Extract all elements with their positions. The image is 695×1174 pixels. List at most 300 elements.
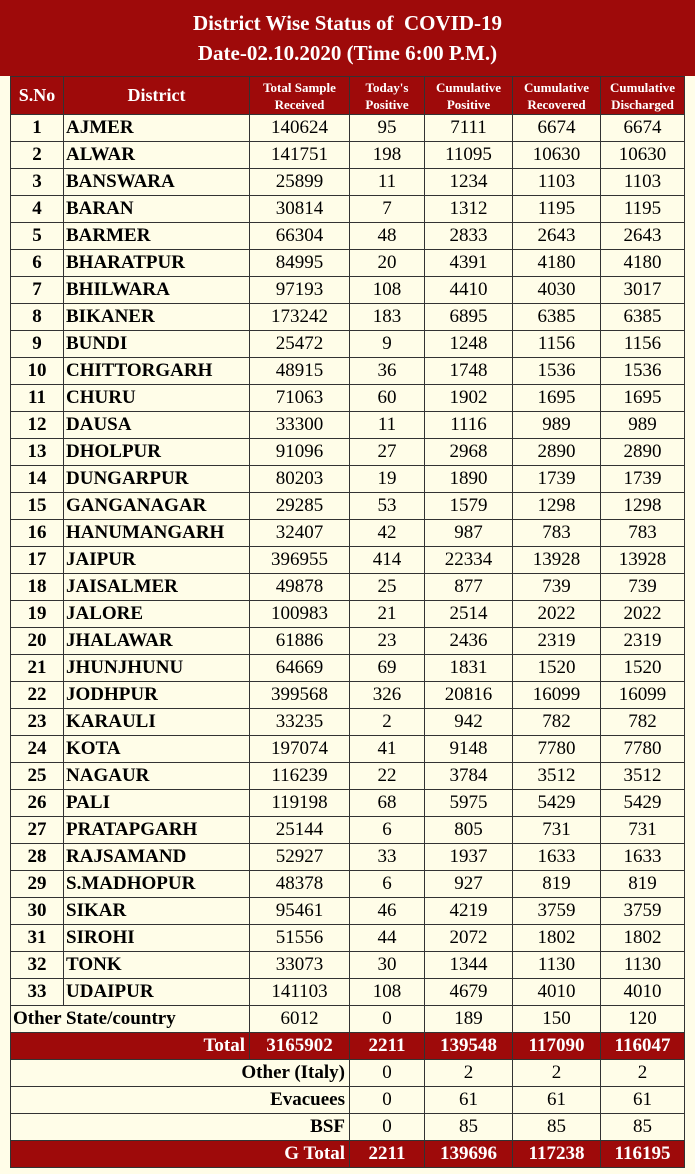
row-cumulative-recovered: 2643 (513, 223, 601, 250)
table-row (11, 898, 685, 925)
row-sno: 27 (11, 817, 64, 844)
table-row (11, 142, 685, 169)
row-todays-positive: 11 (350, 412, 425, 439)
row-cumulative-positive: 4679 (425, 979, 513, 1006)
row-cumulative-discharged: 739 (601, 574, 685, 601)
extra-today: 0 (350, 1114, 425, 1141)
row-cumulative-positive: 1831 (425, 655, 513, 682)
extra-row (11, 1114, 685, 1141)
grand-total-today: 2211 (350, 1141, 425, 1168)
grand-total-row (11, 1141, 685, 1168)
table-row (11, 385, 685, 412)
row-cumulative-recovered: 1156 (513, 331, 601, 358)
row-todays-positive: 25 (350, 574, 425, 601)
report-title-line1: District Wise Status of COVID-19 (193, 11, 502, 35)
row-todays-positive: 23 (350, 628, 425, 655)
row-district: TONK (64, 952, 250, 979)
row-total-sample: 399568 (250, 682, 350, 709)
extra-recovered: 85 (513, 1114, 601, 1141)
table-header-row (11, 77, 685, 115)
row-total-sample: 100983 (250, 601, 350, 628)
row-sno: 26 (11, 790, 64, 817)
header-cumulative-recovered: Cumulative Recovered (513, 77, 601, 115)
row-sno: 6 (11, 250, 64, 277)
row-district: BHILWARA (64, 277, 250, 304)
row-cumulative-recovered: 1633 (513, 844, 601, 871)
table-row (11, 439, 685, 466)
row-total-sample: 25472 (250, 331, 350, 358)
row-sno: 12 (11, 412, 64, 439)
extra-positive: 85 (425, 1114, 513, 1141)
row-cumulative-positive: 1234 (425, 169, 513, 196)
row-district: BHARATPUR (64, 250, 250, 277)
row-todays-positive: 60 (350, 385, 425, 412)
other-state-positive: 189 (425, 1006, 513, 1033)
row-total-sample: 64669 (250, 655, 350, 682)
row-cumulative-discharged: 1695 (601, 385, 685, 412)
row-district: GANGANAGAR (64, 493, 250, 520)
row-cumulative-discharged: 16099 (601, 682, 685, 709)
row-cumulative-recovered: 4010 (513, 979, 601, 1006)
extra-label: Other (Italy) (11, 1060, 350, 1087)
header-sno: S.No (11, 77, 64, 115)
row-cumulative-recovered: 819 (513, 871, 601, 898)
row-sno: 17 (11, 547, 64, 574)
row-cumulative-positive: 1116 (425, 412, 513, 439)
row-district: JHALAWAR (64, 628, 250, 655)
table-row (11, 871, 685, 898)
row-cumulative-recovered: 5429 (513, 790, 601, 817)
row-district: PALI (64, 790, 250, 817)
row-sno: 1 (11, 115, 64, 142)
row-sno: 4 (11, 196, 64, 223)
row-cumulative-positive: 1902 (425, 385, 513, 412)
row-district: JAIPUR (64, 547, 250, 574)
row-cumulative-recovered: 1103 (513, 169, 601, 196)
row-todays-positive: 68 (350, 790, 425, 817)
row-total-sample: 80203 (250, 466, 350, 493)
row-cumulative-positive: 877 (425, 574, 513, 601)
table-row (11, 925, 685, 952)
other-state-today: 0 (350, 1006, 425, 1033)
row-sno: 18 (11, 574, 64, 601)
row-cumulative-discharged: 989 (601, 412, 685, 439)
row-cumulative-positive: 9148 (425, 736, 513, 763)
row-todays-positive: 6 (350, 871, 425, 898)
row-sno: 7 (11, 277, 64, 304)
row-cumulative-discharged: 4180 (601, 250, 685, 277)
row-todays-positive: 183 (350, 304, 425, 331)
row-sno: 24 (11, 736, 64, 763)
row-cumulative-positive: 942 (425, 709, 513, 736)
header-todays-positive: Today's Positive (350, 77, 425, 115)
row-cumulative-discharged: 13928 (601, 547, 685, 574)
row-total-sample: 173242 (250, 304, 350, 331)
header-cumulative-discharged: Cumulative Discharged (601, 77, 685, 115)
row-total-sample: 197074 (250, 736, 350, 763)
row-district: SIKAR (64, 898, 250, 925)
row-sno: 22 (11, 682, 64, 709)
row-total-sample: 33300 (250, 412, 350, 439)
row-cumulative-positive: 1579 (425, 493, 513, 520)
table-row (11, 520, 685, 547)
extra-row (11, 1087, 685, 1114)
row-todays-positive: 36 (350, 358, 425, 385)
table-row (11, 466, 685, 493)
other-state-label: Other State/country (11, 1006, 250, 1033)
row-cumulative-recovered: 1130 (513, 952, 601, 979)
row-district: JHUNJHUNU (64, 655, 250, 682)
extra-recovered: 61 (513, 1087, 601, 1114)
row-sno: 28 (11, 844, 64, 871)
row-cumulative-recovered: 989 (513, 412, 601, 439)
table-row (11, 763, 685, 790)
row-district: SIROHI (64, 925, 250, 952)
table-row (11, 574, 685, 601)
row-sno: 19 (11, 601, 64, 628)
row-todays-positive: 69 (350, 655, 425, 682)
row-todays-positive: 30 (350, 952, 425, 979)
row-cumulative-discharged: 6385 (601, 304, 685, 331)
table-row (11, 952, 685, 979)
row-cumulative-positive: 1312 (425, 196, 513, 223)
row-cumulative-recovered: 1520 (513, 655, 601, 682)
row-cumulative-discharged: 7780 (601, 736, 685, 763)
row-sno: 21 (11, 655, 64, 682)
row-cumulative-recovered: 2890 (513, 439, 601, 466)
row-cumulative-recovered: 1536 (513, 358, 601, 385)
row-cumulative-discharged: 1739 (601, 466, 685, 493)
row-cumulative-positive: 20816 (425, 682, 513, 709)
row-cumulative-recovered: 3512 (513, 763, 601, 790)
row-sno: 30 (11, 898, 64, 925)
row-todays-positive: 19 (350, 466, 425, 493)
row-cumulative-discharged: 782 (601, 709, 685, 736)
row-todays-positive: 2 (350, 709, 425, 736)
row-cumulative-discharged: 1195 (601, 196, 685, 223)
row-cumulative-discharged: 3017 (601, 277, 685, 304)
row-cumulative-recovered: 2319 (513, 628, 601, 655)
row-cumulative-discharged: 1156 (601, 331, 685, 358)
total-recovered: 117090 (513, 1033, 601, 1060)
row-cumulative-discharged: 2643 (601, 223, 685, 250)
row-district: RAJSAMAND (64, 844, 250, 871)
row-cumulative-positive: 1937 (425, 844, 513, 871)
table-body (11, 115, 685, 1168)
table-row (11, 790, 685, 817)
row-sno: 25 (11, 763, 64, 790)
other-state-discharged: 120 (601, 1006, 685, 1033)
table-row (11, 493, 685, 520)
row-sno: 14 (11, 466, 64, 493)
row-cumulative-positive: 2436 (425, 628, 513, 655)
row-sno: 5 (11, 223, 64, 250)
row-cumulative-positive: 2072 (425, 925, 513, 952)
table-row (11, 196, 685, 223)
row-cumulative-recovered: 1802 (513, 925, 601, 952)
table-row (11, 628, 685, 655)
row-total-sample: 95461 (250, 898, 350, 925)
row-cumulative-recovered: 739 (513, 574, 601, 601)
header-total-sample: Total Sample Received (250, 77, 350, 115)
extra-discharged: 61 (601, 1087, 685, 1114)
table-row (11, 844, 685, 871)
row-district: BANSWARA (64, 169, 250, 196)
row-total-sample: 48915 (250, 358, 350, 385)
row-cumulative-discharged: 3512 (601, 763, 685, 790)
row-cumulative-discharged: 1130 (601, 952, 685, 979)
row-district: BARAN (64, 196, 250, 223)
row-cumulative-positive: 4219 (425, 898, 513, 925)
row-cumulative-positive: 2968 (425, 439, 513, 466)
row-district: JAISALMER (64, 574, 250, 601)
total-positive: 139548 (425, 1033, 513, 1060)
row-total-sample: 66304 (250, 223, 350, 250)
grand-total-label: G Total (11, 1141, 350, 1168)
row-cumulative-positive: 1344 (425, 952, 513, 979)
row-district: DUNGARPUR (64, 466, 250, 493)
row-cumulative-recovered: 4030 (513, 277, 601, 304)
row-todays-positive: 22 (350, 763, 425, 790)
other-state-row (11, 1006, 685, 1033)
extra-positive: 61 (425, 1087, 513, 1114)
row-cumulative-recovered: 1298 (513, 493, 601, 520)
row-cumulative-discharged: 731 (601, 817, 685, 844)
table-row (11, 223, 685, 250)
row-total-sample: 32407 (250, 520, 350, 547)
row-total-sample: 119198 (250, 790, 350, 817)
row-total-sample: 84995 (250, 250, 350, 277)
row-cumulative-discharged: 1103 (601, 169, 685, 196)
total-row (11, 1033, 685, 1060)
row-total-sample: 52927 (250, 844, 350, 871)
row-total-sample: 30814 (250, 196, 350, 223)
extra-positive: 2 (425, 1060, 513, 1087)
row-cumulative-recovered: 6385 (513, 304, 601, 331)
row-sno: 9 (11, 331, 64, 358)
row-cumulative-positive: 2514 (425, 601, 513, 628)
row-todays-positive: 11 (350, 169, 425, 196)
row-cumulative-discharged: 3759 (601, 898, 685, 925)
row-total-sample: 49878 (250, 574, 350, 601)
row-district: JALORE (64, 601, 250, 628)
row-todays-positive: 33 (350, 844, 425, 871)
table-row (11, 601, 685, 628)
total-discharged: 116047 (601, 1033, 685, 1060)
district-status-table (10, 76, 685, 1168)
table-row (11, 412, 685, 439)
row-cumulative-positive: 987 (425, 520, 513, 547)
row-todays-positive: 95 (350, 115, 425, 142)
row-district: JODHPUR (64, 682, 250, 709)
row-district: DHOLPUR (64, 439, 250, 466)
row-sno: 10 (11, 358, 64, 385)
row-district: DAUSA (64, 412, 250, 439)
row-cumulative-positive: 6895 (425, 304, 513, 331)
row-district: HANUMANGARH (64, 520, 250, 547)
row-cumulative-discharged: 6674 (601, 115, 685, 142)
row-district: BIKANER (64, 304, 250, 331)
extra-discharged: 85 (601, 1114, 685, 1141)
table-row (11, 304, 685, 331)
table-row (11, 817, 685, 844)
table-row (11, 709, 685, 736)
table-row (11, 115, 685, 142)
row-total-sample: 141751 (250, 142, 350, 169)
row-cumulative-discharged: 2319 (601, 628, 685, 655)
row-district: CHITTORGARH (64, 358, 250, 385)
row-district: AJMER (64, 115, 250, 142)
row-total-sample: 33235 (250, 709, 350, 736)
row-todays-positive: 48 (350, 223, 425, 250)
row-todays-positive: 414 (350, 547, 425, 574)
row-cumulative-positive: 927 (425, 871, 513, 898)
row-total-sample: 61886 (250, 628, 350, 655)
row-cumulative-recovered: 731 (513, 817, 601, 844)
row-cumulative-discharged: 1802 (601, 925, 685, 952)
row-cumulative-discharged: 1633 (601, 844, 685, 871)
row-cumulative-discharged: 1298 (601, 493, 685, 520)
row-cumulative-positive: 805 (425, 817, 513, 844)
row-cumulative-discharged: 819 (601, 871, 685, 898)
row-cumulative-discharged: 2022 (601, 601, 685, 628)
row-cumulative-recovered: 1695 (513, 385, 601, 412)
table-row (11, 979, 685, 1006)
row-sno: 32 (11, 952, 64, 979)
row-cumulative-positive: 3784 (425, 763, 513, 790)
row-district: BARMER (64, 223, 250, 250)
row-cumulative-positive: 1248 (425, 331, 513, 358)
other-state-recovered: 150 (513, 1006, 601, 1033)
row-todays-positive: 46 (350, 898, 425, 925)
row-cumulative-recovered: 1195 (513, 196, 601, 223)
other-state-sample: 6012 (250, 1006, 350, 1033)
extra-label: BSF (11, 1114, 350, 1141)
row-total-sample: 140624 (250, 115, 350, 142)
row-sno: 15 (11, 493, 64, 520)
row-cumulative-discharged: 4010 (601, 979, 685, 1006)
table-row (11, 655, 685, 682)
header-cumulative-positive: Cumulative Positive (425, 77, 513, 115)
table-row (11, 547, 685, 574)
report-title (0, 0, 695, 76)
row-cumulative-discharged: 2890 (601, 439, 685, 466)
row-district: NAGAUR (64, 763, 250, 790)
row-district: BUNDI (64, 331, 250, 358)
row-todays-positive: 108 (350, 979, 425, 1006)
row-todays-positive: 21 (350, 601, 425, 628)
row-sno: 23 (11, 709, 64, 736)
row-todays-positive: 20 (350, 250, 425, 277)
row-sno: 16 (11, 520, 64, 547)
row-cumulative-discharged: 10630 (601, 142, 685, 169)
row-todays-positive: 9 (350, 331, 425, 358)
row-cumulative-recovered: 6674 (513, 115, 601, 142)
row-todays-positive: 27 (350, 439, 425, 466)
total-sample: 3165902 (250, 1033, 350, 1060)
total-today: 2211 (350, 1033, 425, 1060)
row-sno: 20 (11, 628, 64, 655)
row-district: KARAULI (64, 709, 250, 736)
extra-today: 0 (350, 1060, 425, 1087)
row-district: UDAIPUR (64, 979, 250, 1006)
row-todays-positive: 326 (350, 682, 425, 709)
row-cumulative-discharged: 1536 (601, 358, 685, 385)
row-cumulative-recovered: 782 (513, 709, 601, 736)
grand-total-discharged: 116195 (601, 1141, 685, 1168)
row-total-sample: 51556 (250, 925, 350, 952)
row-district: KOTA (64, 736, 250, 763)
header-district: District (64, 77, 250, 115)
row-cumulative-recovered: 783 (513, 520, 601, 547)
row-total-sample: 33073 (250, 952, 350, 979)
row-sno: 31 (11, 925, 64, 952)
grand-total-positive: 139696 (425, 1141, 513, 1168)
row-cumulative-recovered: 16099 (513, 682, 601, 709)
row-cumulative-recovered: 10630 (513, 142, 601, 169)
row-cumulative-recovered: 3759 (513, 898, 601, 925)
extra-discharged: 2 (601, 1060, 685, 1087)
row-total-sample: 116239 (250, 763, 350, 790)
row-total-sample: 91096 (250, 439, 350, 466)
row-todays-positive: 198 (350, 142, 425, 169)
row-cumulative-discharged: 1520 (601, 655, 685, 682)
row-cumulative-positive: 11095 (425, 142, 513, 169)
row-cumulative-positive: 4391 (425, 250, 513, 277)
row-total-sample: 29285 (250, 493, 350, 520)
table-row (11, 358, 685, 385)
row-cumulative-recovered: 13928 (513, 547, 601, 574)
row-cumulative-recovered: 2022 (513, 601, 601, 628)
report-title-line2: Date-02.10.2020 (Time 6:00 P.M.) (197, 41, 498, 65)
row-todays-positive: 7 (350, 196, 425, 223)
row-cumulative-positive: 1748 (425, 358, 513, 385)
extra-recovered: 2 (513, 1060, 601, 1087)
row-cumulative-discharged: 783 (601, 520, 685, 547)
row-total-sample: 25144 (250, 817, 350, 844)
row-total-sample: 71063 (250, 385, 350, 412)
row-sno: 13 (11, 439, 64, 466)
row-cumulative-recovered: 7780 (513, 736, 601, 763)
row-sno: 3 (11, 169, 64, 196)
row-total-sample: 25899 (250, 169, 350, 196)
row-total-sample: 141103 (250, 979, 350, 1006)
extra-row (11, 1060, 685, 1087)
table-row (11, 682, 685, 709)
row-cumulative-recovered: 1739 (513, 466, 601, 493)
row-sno: 8 (11, 304, 64, 331)
row-district: S.MADHOPUR (64, 871, 250, 898)
row-sno: 33 (11, 979, 64, 1006)
table-row (11, 736, 685, 763)
table-row (11, 250, 685, 277)
row-total-sample: 396955 (250, 547, 350, 574)
row-todays-positive: 44 (350, 925, 425, 952)
total-label: Total (11, 1033, 250, 1060)
row-todays-positive: 42 (350, 520, 425, 547)
row-cumulative-positive: 7111 (425, 115, 513, 142)
row-cumulative-positive: 4410 (425, 277, 513, 304)
row-total-sample: 48378 (250, 871, 350, 898)
row-cumulative-discharged: 5429 (601, 790, 685, 817)
table-row (11, 169, 685, 196)
extra-today: 0 (350, 1087, 425, 1114)
row-cumulative-positive: 22334 (425, 547, 513, 574)
row-todays-positive: 53 (350, 493, 425, 520)
row-todays-positive: 108 (350, 277, 425, 304)
table-row (11, 277, 685, 304)
row-cumulative-recovered: 4180 (513, 250, 601, 277)
